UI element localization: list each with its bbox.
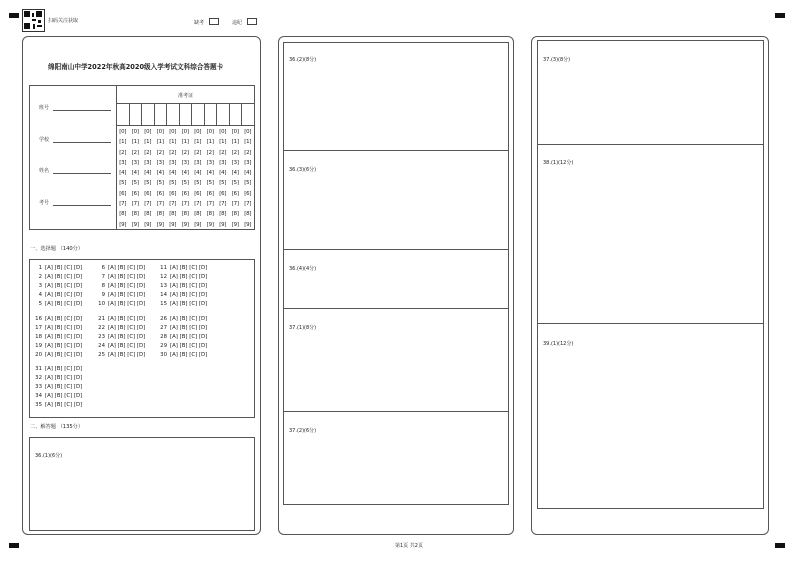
choice-question-row[interactable]	[34, 402, 82, 408]
choice-question-row[interactable]	[34, 283, 82, 289]
ticket-write-cell[interactable]	[241, 104, 254, 125]
ticket-digit-bubble[interactable]: [5]	[119, 180, 127, 187]
ticket-digit-bubble[interactable]: [6]	[156, 190, 164, 197]
ticket-digit-bubble[interactable]: [9]	[231, 221, 239, 228]
choice-question-row[interactable]	[159, 301, 207, 307]
question-number: 22	[98, 325, 105, 331]
answer-options[interactable]: [A] [B] [C] [D]	[170, 343, 208, 349]
ticket-digit-bubble[interactable]: [6]	[181, 190, 189, 197]
choice-question-row[interactable]	[97, 292, 145, 298]
ticket-digit-bubble[interactable]: [5]	[194, 180, 202, 187]
answer-options[interactable]: [A] [B] [C] [D]	[170, 301, 208, 307]
question-number: 8	[101, 283, 105, 289]
question-number: 29	[160, 343, 167, 349]
question-label-36-3: 36.(3)(6分)	[289, 167, 317, 173]
ticket-write-cell[interactable]	[204, 104, 217, 125]
ticket-digit-bubble[interactable]: [3]	[194, 159, 202, 166]
ticket-digit-bubble[interactable]: [1]	[231, 139, 239, 146]
answer-options[interactable]: [A] [B] [C] [D]	[45, 301, 83, 307]
ticket-digit-bubble[interactable]: [7]	[131, 201, 139, 208]
ticket-digit-column	[192, 127, 205, 230]
choice-question-row[interactable]	[159, 292, 207, 298]
ticket-digit-bubble[interactable]: [0]	[219, 129, 227, 135]
answer-options[interactable]: [A] [B] [C] [D]	[45, 325, 83, 331]
answer-options[interactable]: [A] [B] [C] [D]	[45, 375, 83, 381]
answer-options[interactable]: [A] [B] [C] [D]	[170, 292, 208, 298]
question-number: 33	[35, 384, 42, 390]
question-number: 27	[160, 325, 167, 331]
registration-mark-top-left	[9, 13, 19, 18]
ticket-digit-bubble[interactable]: [0]	[206, 129, 214, 135]
choice-question-row[interactable]	[159, 283, 207, 289]
question-label-39-1: 39.(1)(12分)	[543, 341, 574, 347]
question-label-38-1: 38.(1)(12分)	[543, 160, 574, 166]
ticket-digit-column	[179, 127, 192, 230]
ticket-digit-bubble[interactable]: [1]	[156, 139, 164, 146]
choice-question-row[interactable]	[34, 325, 82, 331]
answer-options[interactable]: [A] [B] [C] [D]	[170, 283, 208, 289]
ticket-digit-bubble[interactable]: [8]	[144, 211, 152, 218]
ticket-digit-bubble[interactable]: [0]	[119, 129, 127, 135]
question-number: 6	[101, 265, 105, 271]
ticket-digit-bubble[interactable]: [9]	[194, 221, 202, 228]
ticket-digit-bubble[interactable]: [7]	[244, 201, 252, 208]
ticket-digit-bubble[interactable]: [0]	[156, 129, 164, 135]
question-label-36-2: 36.(2)(8分)	[289, 57, 317, 63]
question-number: 12	[160, 274, 167, 280]
ticket-digit-column	[167, 127, 180, 230]
choice-question-row[interactable]	[34, 375, 82, 381]
ticket-digit-bubble[interactable]: [0]	[131, 129, 139, 135]
ticket-write-cell[interactable]	[229, 104, 242, 125]
answer-options[interactable]: [A] [B] [C] [D]	[170, 316, 208, 322]
ticket-digit-bubble[interactable]: [2]	[194, 149, 202, 156]
ticket-digit-bubble[interactable]: [8]	[206, 211, 214, 218]
ticket-digit-bubble[interactable]: [5]	[219, 180, 227, 187]
choice-question-row[interactable]	[159, 316, 207, 322]
ticket-write-cell[interactable]	[191, 104, 204, 125]
answer-options[interactable]: [A] [B] [C] [D]	[108, 352, 146, 358]
ticket-digit-bubble[interactable]: [1]	[144, 139, 152, 146]
ticket-digit-bubble[interactable]: [0]	[181, 129, 189, 135]
choice-question-row[interactable]	[97, 301, 145, 307]
ticket-digit-bubble[interactable]: [1]	[244, 139, 252, 146]
ticket-digit-bubble[interactable]: [5]	[231, 180, 239, 187]
ticket-digit-bubble[interactable]: [4]	[244, 170, 252, 177]
question-number: 17	[35, 325, 42, 331]
question-number: 11	[160, 265, 167, 271]
registration-mark-top-right	[775, 13, 785, 18]
choice-question-row[interactable]	[97, 265, 145, 271]
ticket-digit-bubble[interactable]: [9]	[244, 221, 252, 228]
ticket-digit-bubble[interactable]: [2]	[244, 149, 252, 156]
ticket-digit-bubble[interactable]: [1]	[119, 139, 127, 146]
page-footer: 第1页 共2页	[395, 543, 423, 549]
ticket-digit-bubble[interactable]: [2]	[144, 149, 152, 156]
choice-question-row[interactable]	[34, 274, 82, 280]
exam-number-field[interactable]	[53, 205, 111, 206]
ticket-digit-bubble[interactable]: [4]	[219, 170, 227, 177]
ticket-digit-bubble[interactable]: [9]	[206, 221, 214, 228]
ticket-digit-bubble[interactable]: [4]	[169, 170, 177, 177]
question-number: 32	[35, 375, 42, 381]
choice-question-row[interactable]	[34, 343, 82, 349]
ticket-digit-bubble[interactable]: [5]	[244, 180, 252, 187]
ticket-digit-bubble[interactable]: [6]	[219, 190, 227, 197]
choice-question-row[interactable]	[97, 334, 145, 340]
ticket-digit-bubble[interactable]: [6]	[194, 190, 202, 197]
ticket-digit-bubble[interactable]: [7]	[231, 201, 239, 208]
ticket-digit-bubble[interactable]: [6]	[169, 190, 177, 197]
ticket-digit-bubble[interactable]: [1]	[219, 139, 227, 146]
question-number: 34	[35, 393, 42, 399]
ticket-digit-bubble[interactable]: [5]	[131, 180, 139, 187]
ticket-write-cell[interactable]	[116, 104, 129, 125]
ticket-digit-bubble[interactable]: [7]	[194, 201, 202, 208]
ticket-digit-bubble[interactable]: [8]	[219, 211, 227, 218]
question-number: 7	[101, 274, 105, 280]
ticket-digit-bubble[interactable]: [5]	[206, 180, 214, 187]
ticket-write-cell[interactable]	[179, 104, 192, 125]
answer-box-36-1[interactable]	[29, 437, 255, 531]
question-number: 13	[160, 283, 167, 289]
choice-question-row[interactable]	[34, 366, 82, 372]
ticket-digit-bubble[interactable]: [1]	[169, 139, 177, 146]
qr-caption: 扫码关注获取	[48, 18, 79, 24]
ticket-digit-bubble[interactable]: [2]	[219, 149, 227, 156]
question-number: 23	[98, 334, 105, 340]
ticket-write-cell[interactable]	[166, 104, 179, 125]
ticket-digit-bubble[interactable]: [1]	[206, 139, 214, 146]
ticket-digit-bubble[interactable]: [0]	[169, 129, 177, 135]
ticket-digit-bubble[interactable]: [7]	[119, 201, 127, 208]
answer-options[interactable]: [A] [B] [C] [D]	[45, 316, 83, 322]
answer-options[interactable]: [A] [B] [C] [D]	[45, 402, 83, 408]
ticket-digit-column	[229, 127, 242, 230]
ticket-digit-bubble[interactable]: [4]	[181, 170, 189, 177]
question-number: 25	[98, 352, 105, 358]
answer-options[interactable]: [A] [B] [C] [D]	[108, 325, 146, 331]
question-number: 2	[38, 274, 42, 280]
violation-label: 违纪	[232, 20, 243, 26]
ticket-digit-bubble[interactable]: [8]	[181, 211, 189, 218]
ticket-digit-column	[154, 127, 167, 230]
ticket-digit-bubble[interactable]: [6]	[144, 190, 152, 197]
question-label-37-1: 37.(1)(8分)	[289, 325, 317, 331]
ticket-digit-bubble[interactable]: [6]	[231, 190, 239, 197]
question-number: 10	[98, 301, 105, 307]
answer-options[interactable]: [A] [B] [C] [D]	[108, 274, 146, 280]
ticket-digit-bubble[interactable]: [8]	[244, 211, 252, 218]
choice-question-row[interactable]	[34, 352, 82, 358]
choice-question-row[interactable]	[159, 343, 207, 349]
ticket-digit-column	[242, 127, 255, 230]
ticket-digit-bubble[interactable]: [3]	[131, 159, 139, 166]
question-number: 21	[98, 316, 105, 322]
ticket-digit-bubble[interactable]: [3]	[206, 159, 214, 166]
registration-mark-bottom-right	[775, 543, 785, 548]
answer-options[interactable]: [A] [B] [C] [D]	[45, 384, 83, 390]
ticket-digit-bubble[interactable]: [1]	[131, 139, 139, 146]
name-label: 姓名	[39, 168, 50, 174]
ticket-digit-bubble[interactable]: [2]	[231, 149, 239, 156]
question-label-36-4: 36.(4)(4分)	[289, 266, 317, 272]
answer-options[interactable]: [A] [B] [C] [D]	[170, 274, 208, 280]
ticket-digit-bubble[interactable]: [0]	[144, 129, 152, 135]
answer-options[interactable]: [A] [B] [C] [D]	[170, 334, 208, 340]
ticket-digit-column	[204, 127, 217, 230]
answer-options[interactable]: [A] [B] [C] [D]	[45, 352, 83, 358]
answer-options[interactable]: [A] [B] [C] [D]	[45, 292, 83, 298]
ticket-digit-bubble[interactable]: [4]	[206, 170, 214, 177]
answer-options[interactable]: [A] [B] [C] [D]	[108, 283, 146, 289]
choice-question-row[interactable]	[34, 334, 82, 340]
answer-options[interactable]: [A] [B] [C] [D]	[170, 352, 208, 358]
answer-options[interactable]: [A] [B] [C] [D]	[108, 265, 146, 271]
ticket-digit-bubble[interactable]: [6]	[244, 190, 252, 197]
question-number: 26	[160, 316, 167, 322]
name-field[interactable]	[53, 173, 111, 174]
choice-question-row[interactable]	[159, 334, 207, 340]
question-number: 4	[38, 292, 42, 298]
question-number: 3	[38, 283, 42, 289]
choice-question-row[interactable]	[97, 283, 145, 289]
ticket-digit-bubble[interactable]: [1]	[194, 139, 202, 146]
choice-question-row[interactable]	[159, 352, 207, 358]
ticket-digit-bubble[interactable]: [2]	[181, 149, 189, 156]
question-label-37-3: 37.(3)(8分)	[543, 57, 571, 63]
ticket-digit-bubble[interactable]: [9]	[144, 221, 152, 228]
ticket-write-cell[interactable]	[129, 104, 142, 125]
ticket-digit-bubble[interactable]: [3]	[219, 159, 227, 166]
choice-question-row[interactable]	[34, 301, 82, 307]
answer-options[interactable]: [A] [B] [C] [D]	[45, 283, 83, 289]
ticket-digit-bubble[interactable]: [2]	[206, 149, 214, 156]
ticket-digit-bubble[interactable]: [8]	[194, 211, 202, 218]
ticket-digit-bubble[interactable]: [6]	[206, 190, 214, 197]
answer-options[interactable]: [A] [B] [C] [D]	[108, 292, 146, 298]
ticket-digit-bubble[interactable]: [0]	[244, 129, 252, 135]
ticket-digit-bubble[interactable]: [4]	[119, 170, 127, 177]
ticket-digit-bubble[interactable]: [3]	[119, 159, 127, 166]
ticket-digit-bubble[interactable]: [7]	[181, 201, 189, 208]
choice-question-row[interactable]	[159, 265, 207, 271]
ticket-digit-bubble[interactable]: [6]	[131, 190, 139, 197]
ticket-digit-bubble[interactable]: [4]	[231, 170, 239, 177]
question-number: 19	[35, 343, 42, 349]
question-number: 31	[35, 366, 42, 372]
ticket-write-cell[interactable]	[141, 104, 154, 125]
ticket-digit-bubble[interactable]: [7]	[206, 201, 214, 208]
ticket-digit-column	[217, 127, 230, 230]
ticket-digit-bubble[interactable]: [8]	[119, 211, 127, 218]
ticket-digit-bubble[interactable]: [9]	[156, 221, 164, 228]
question-number: 16	[35, 316, 42, 322]
ticket-digit-bubble[interactable]: [4]	[144, 170, 152, 177]
ticket-write-cell[interactable]	[216, 104, 229, 125]
choice-question-row[interactable]	[159, 274, 207, 280]
ticket-digit-bubble[interactable]: [3]	[181, 159, 189, 166]
choice-question-row[interactable]	[97, 343, 145, 349]
absent-checkbox[interactable]	[209, 18, 219, 25]
choice-question-row[interactable]	[97, 325, 145, 331]
ticket-digit-bubble[interactable]: [4]	[131, 170, 139, 177]
ticket-digit-bubble[interactable]: [3]	[144, 159, 152, 166]
ticket-digit-bubble[interactable]: [7]	[144, 201, 152, 208]
ticket-digit-bubble[interactable]: [6]	[119, 190, 127, 197]
ticket-digit-bubble[interactable]: [3]	[244, 159, 252, 166]
ticket-digit-bubble[interactable]: [9]	[219, 221, 227, 228]
choice-question-row[interactable]	[34, 393, 82, 399]
ticket-digit-bubble[interactable]: [8]	[156, 211, 164, 218]
answer-options[interactable]: [A] [B] [C] [D]	[45, 265, 83, 271]
question-number: 30	[160, 352, 167, 358]
choice-question-row[interactable]	[34, 384, 82, 390]
ticket-digit-bubble[interactable]: [7]	[169, 201, 177, 208]
ticket-digit-bubble[interactable]: [5]	[181, 180, 189, 187]
ticket-digit-bubble[interactable]: [9]	[169, 221, 177, 228]
ticket-digit-bubble[interactable]: [5]	[169, 180, 177, 187]
question-label-36-1: 36.(1)(6分)	[35, 453, 63, 459]
ticket-write-cell[interactable]	[154, 104, 167, 125]
choice-question-row[interactable]	[159, 325, 207, 331]
section2-heading: 二、解答题 （135分）	[30, 424, 84, 430]
ticket-title: 准考证	[178, 93, 194, 99]
answer-options[interactable]: [A] [B] [C] [D]	[45, 366, 83, 372]
school-label: 学校	[39, 137, 50, 143]
ticket-digit-bubble[interactable]: [2]	[169, 149, 177, 156]
question-number: 28	[160, 334, 167, 340]
school-field[interactable]	[53, 142, 111, 143]
ticket-digit-bubble[interactable]: [2]	[131, 149, 139, 156]
ticket-digit-bubble[interactable]: [8]	[169, 211, 177, 218]
ticket-digit-bubble[interactable]: [8]	[131, 211, 139, 218]
question-number: 20	[35, 352, 42, 358]
answer-options[interactable]: [A] [B] [C] [D]	[170, 265, 208, 271]
question-number: 15	[160, 301, 167, 307]
ticket-digit-bubble[interactable]: [0]	[231, 129, 239, 135]
ticket-digit-bubble[interactable]: [7]	[156, 201, 164, 208]
choice-question-row[interactable]	[97, 274, 145, 280]
absent-label: 缺考	[194, 20, 205, 26]
choice-question-row[interactable]	[34, 265, 82, 271]
ticket-digit-bubble[interactable]: [9]	[181, 221, 189, 228]
section1-heading: 一、选择题 （140分）	[30, 246, 84, 252]
choice-question-row[interactable]	[34, 292, 82, 298]
answer-options[interactable]: [A] [B] [C] [D]	[108, 334, 146, 340]
exam-number-label: 考号	[39, 200, 50, 206]
ticket-digit-bubble[interactable]: [0]	[194, 129, 202, 135]
question-number: 9	[101, 292, 105, 298]
question-number: 1	[38, 265, 42, 271]
question-label-37-2: 37.(2)(6分)	[289, 428, 317, 434]
question-number: 24	[98, 343, 105, 349]
ticket-digit-bubble[interactable]: [9]	[131, 221, 139, 228]
qr-code	[22, 9, 45, 32]
ticket-digit-bubble[interactable]: [8]	[231, 211, 239, 218]
choice-question-row[interactable]	[97, 352, 145, 358]
ticket-digit-bubble[interactable]: [4]	[194, 170, 202, 177]
violation-checkbox[interactable]	[247, 18, 257, 25]
choice-question-row[interactable]	[34, 316, 82, 322]
class-field[interactable]	[53, 110, 111, 111]
ticket-digit-bubble[interactable]: [5]	[156, 180, 164, 187]
ticket-digit-bubble[interactable]: [2]	[156, 149, 164, 156]
answer-options[interactable]: [A] [B] [C] [D]	[108, 316, 146, 322]
answer-options[interactable]: [A] [B] [C] [D]	[170, 325, 208, 331]
ticket-digit-bubble[interactable]: [3]	[156, 159, 164, 166]
ticket-digit-bubble[interactable]: [2]	[119, 149, 127, 156]
ticket-digit-bubble[interactable]: [7]	[219, 201, 227, 208]
question-number: 14	[160, 292, 167, 298]
column-3-answer-area	[537, 40, 764, 509]
answer-options[interactable]: [A] [B] [C] [D]	[108, 343, 146, 349]
ticket-digit-bubble[interactable]: [1]	[181, 139, 189, 146]
exam-title: 绵阳南山中学2022年秋高2020级入学考试文科综合答题卡	[48, 63, 224, 71]
class-label: 班号	[39, 105, 50, 111]
ticket-digit-column	[117, 127, 130, 230]
ticket-digit-column	[129, 127, 142, 230]
ticket-digit-bubble[interactable]: [5]	[144, 180, 152, 187]
column-2-answer-area	[283, 42, 509, 505]
question-number: 5	[38, 301, 42, 307]
answer-options[interactable]: [A] [B] [C] [D]	[45, 393, 83, 399]
ticket-digit-bubble[interactable]: [3]	[169, 159, 177, 166]
answer-options[interactable]: [A] [B] [C] [D]	[45, 274, 83, 280]
choice-question-row[interactable]	[97, 316, 145, 322]
answer-options[interactable]: [A] [B] [C] [D]	[45, 334, 83, 340]
ticket-digit-bubble[interactable]: [9]	[119, 221, 127, 228]
answer-options[interactable]: [A] [B] [C] [D]	[45, 343, 83, 349]
question-number: 18	[35, 334, 42, 340]
ticket-digit-bubble[interactable]: [3]	[231, 159, 239, 166]
question-number: 35	[35, 402, 42, 408]
ticket-digit-column	[142, 127, 155, 230]
ticket-digit-bubble[interactable]: [4]	[156, 170, 164, 177]
registration-mark-bottom-left	[9, 543, 19, 548]
answer-options[interactable]: [A] [B] [C] [D]	[108, 301, 146, 307]
